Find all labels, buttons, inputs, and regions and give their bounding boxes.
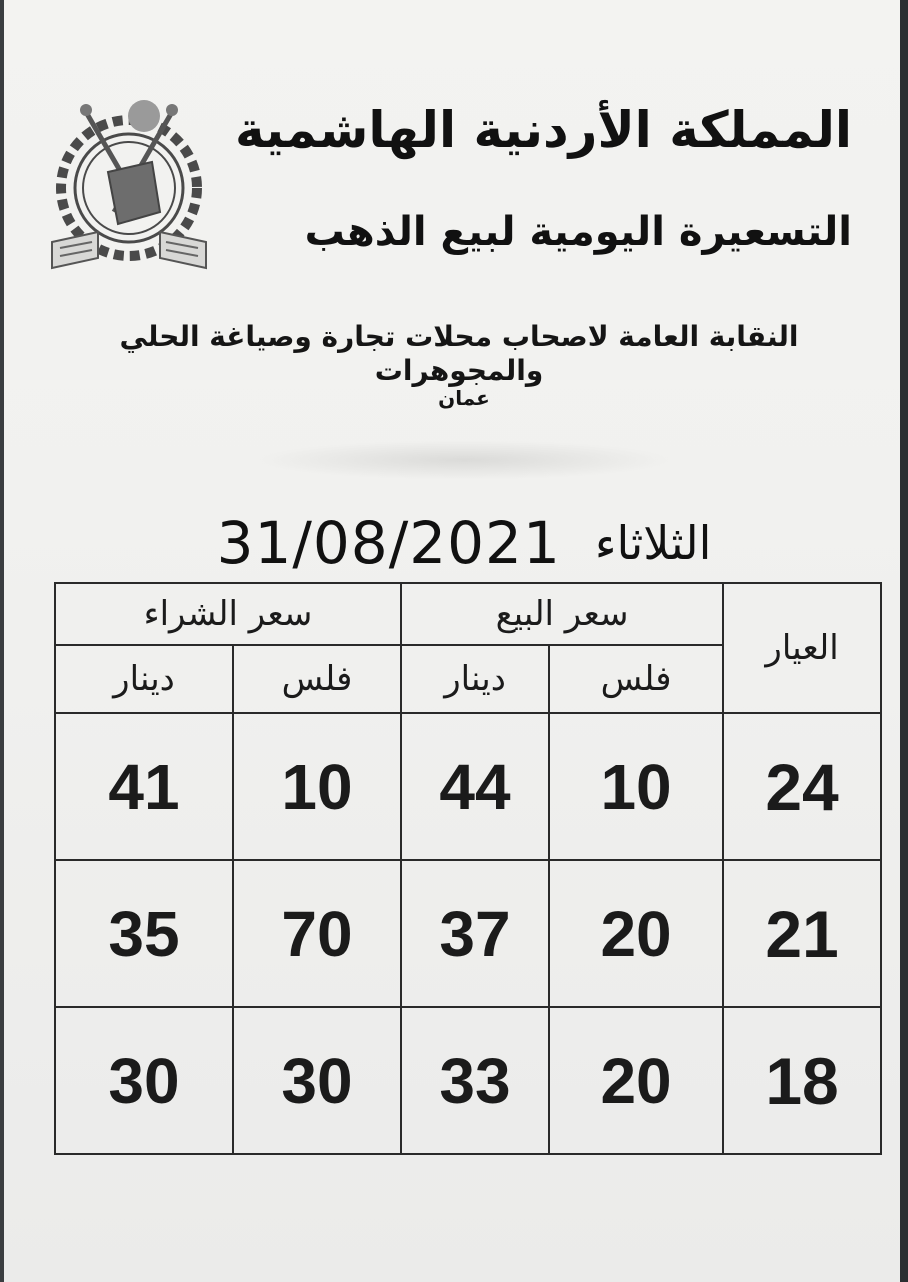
union-name: النقابة العامة لاصحاب محلات تجارة وصياغة الحلي والمجوهرات bbox=[119, 320, 799, 387]
buy-fils-header: فلس bbox=[233, 645, 401, 713]
sell-fils-cell: 20 bbox=[549, 1007, 723, 1154]
table-row bbox=[55, 1007, 881, 1154]
karat-cell: 21 bbox=[723, 860, 881, 1007]
sell-dinar-header: دينار bbox=[401, 645, 549, 713]
erased-smudge bbox=[254, 440, 674, 480]
sell-price-header: سعر البيع bbox=[401, 583, 723, 645]
buy-dinar-cell: 35 bbox=[55, 860, 233, 1007]
date-line bbox=[154, 508, 774, 578]
sell-dinar-cell: 44 bbox=[401, 713, 549, 860]
buy-fils-cell: 10 bbox=[233, 713, 401, 860]
photo-edge-shadow bbox=[900, 0, 908, 1282]
date-value: 31/08/2021 bbox=[216, 509, 561, 577]
karat-cell: 18 bbox=[723, 1007, 881, 1154]
kingdom-title: المملكة الأردنية الهاشمية bbox=[234, 101, 852, 159]
sell-fils-cell: 20 bbox=[549, 860, 723, 1007]
daily-pricing-title: التسعيرة اليومية لبيع الذهب bbox=[304, 209, 852, 255]
buy-price-header: سعر الشراء bbox=[55, 583, 401, 645]
sell-dinar-cell: 37 bbox=[401, 860, 549, 1007]
day-name: الثلاثاء bbox=[594, 516, 712, 570]
table-row bbox=[55, 860, 881, 1007]
sell-dinar-cell: 33 bbox=[401, 1007, 549, 1154]
gold-price-table bbox=[54, 582, 882, 1155]
table-row bbox=[55, 713, 881, 860]
price-sheet-paper bbox=[4, 0, 900, 1282]
karat-cell: 24 bbox=[723, 713, 881, 860]
union-seal-icon bbox=[48, 92, 210, 276]
buy-dinar-cell: 30 bbox=[55, 1007, 233, 1154]
karat-header: العيار bbox=[723, 583, 881, 713]
sell-fils-cell: 10 bbox=[549, 713, 723, 860]
buy-fils-cell: 70 bbox=[233, 860, 401, 1007]
city-name: عمان bbox=[438, 386, 490, 410]
buy-dinar-cell: 41 bbox=[55, 713, 233, 860]
sell-fils-header: فلس bbox=[549, 645, 723, 713]
buy-dinar-header: دينار bbox=[55, 645, 233, 713]
buy-fils-cell: 30 bbox=[233, 1007, 401, 1154]
